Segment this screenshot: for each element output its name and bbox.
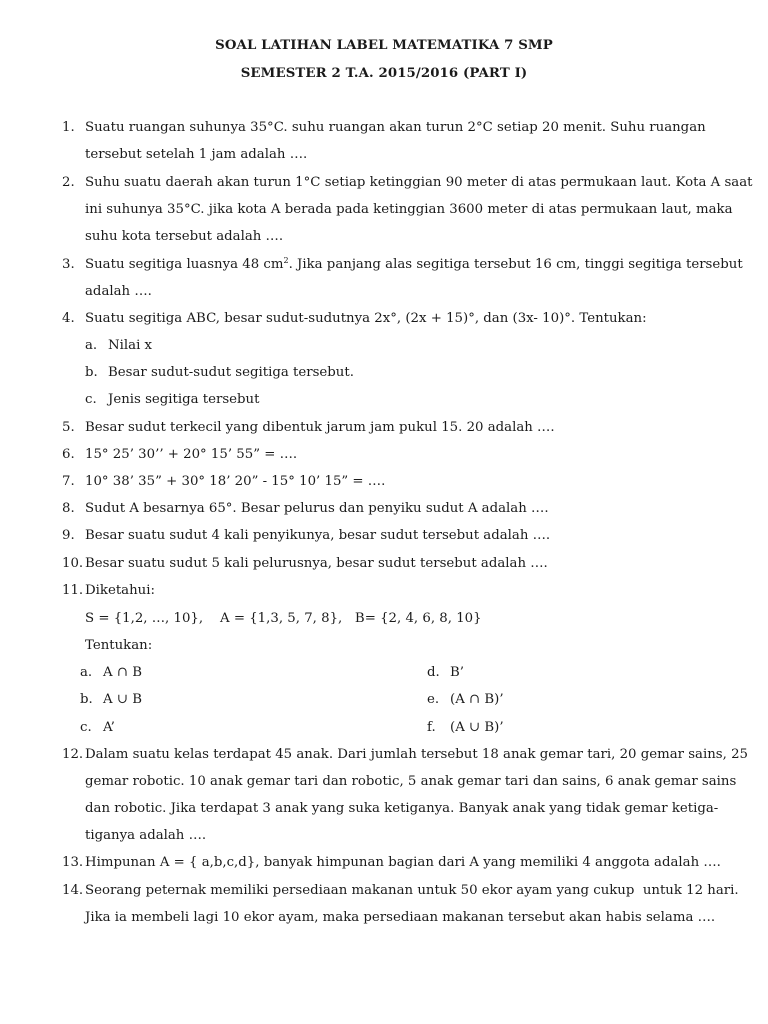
- question-number: 2.: [62, 175, 75, 190]
- question-text: Diketahui:: [85, 583, 155, 598]
- question-number: 3.: [62, 257, 75, 272]
- question-text: 15° 25’ 30’’ + 20° 15’ 55” = ….: [85, 447, 298, 462]
- sub-item-text: B’: [450, 665, 464, 680]
- question-number: 5.: [62, 420, 75, 435]
- question-text: Suhu suatu daerah akan turun 1°C setiap ketinggian 90 meter di atas permukaan laut. Kota A saat: [85, 175, 753, 190]
- question-text: Sudut A besarnya 65°. Besar pelurus dan penyiku sudut A adalah ….: [85, 501, 549, 516]
- question-number: 6.: [62, 447, 75, 462]
- question-text: Jika ia membeli lagi 10 ekor ayam, maka persediaan makanan tersebut akan habis selama ….: [85, 910, 716, 925]
- sub-item-label: a.: [80, 665, 93, 680]
- question-text: Besar suatu sudut 4 kali penyikunya, besar sudut tersebut adalah ….: [85, 528, 551, 543]
- sub-item-text: (A ∩ B)’: [450, 692, 504, 707]
- sub-item-label: f.: [427, 720, 436, 735]
- question-text: tiganya adalah ….: [85, 828, 207, 843]
- sub-item-text: (A ∪ B)’: [450, 720, 504, 735]
- question-text: Tentukan:: [85, 638, 153, 653]
- question-number: 11.: [62, 583, 84, 598]
- sub-item-label: c.: [85, 392, 97, 407]
- question-number: 4.: [62, 311, 75, 326]
- question-text: Himpunan A = { a,b,c,d}, banyak himpunan bagian dari A yang memiliki 4 anggota adalah ….: [85, 855, 721, 870]
- question-number: 9.: [62, 528, 75, 543]
- sub-item-label: d.: [427, 665, 440, 680]
- question-number: 10.: [62, 556, 84, 571]
- question-number: 14.: [62, 883, 84, 898]
- sub-item-text: A’: [103, 720, 115, 735]
- question-text: ini suhunya 35°C. jika kota A berada pada ketinggian 3600 meter di atas permukaan laut, maka: [85, 202, 733, 217]
- question-text: Besar sudut terkecil yang dibentuk jarum jam pukul 15. 20 adalah ….: [85, 420, 555, 435]
- question-number: 12.: [62, 747, 84, 762]
- question-text: adalah ….: [85, 284, 152, 299]
- question-number: 7.: [62, 474, 75, 489]
- question-text: Besar suatu sudut 5 kali pelurusnya, besar sudut tersebut adalah ….: [85, 556, 548, 571]
- sub-item-label: e.: [427, 692, 440, 707]
- question-text: 10° 38’ 35” + 30° 18’ 20” - 15° 10’ 15” = ….: [85, 474, 386, 489]
- sub-item-text: Nilai x: [108, 338, 153, 353]
- document-title-line-2: SEMESTER 2 T.A. 2015/2016 (PART I): [240, 66, 528, 81]
- document-title-line-1: SOAL LATIHAN LABEL MATEMATIKA 7 SMP: [215, 38, 553, 53]
- sub-item-label: c.: [80, 720, 92, 735]
- sub-item-text: A ∩ B: [103, 665, 142, 680]
- sub-item-text: Besar sudut-sudut segitiga tersebut.: [108, 365, 354, 380]
- question-text: Seorang peternak memiliki persediaan makanan untuk 50 ekor ayam yang cukup untuk 12 hari.: [85, 883, 739, 898]
- question-text: Suatu segitiga luasnya 48 $cm^2$. Jika panjang alas segitiga tersebut 16 cm, tinggi segitiga tersebut: [85, 256, 743, 272]
- question-text: suhu kota tersebut adalah ….: [85, 229, 284, 244]
- sub-item-label: b.: [80, 692, 93, 707]
- question-text: dan robotic. Jika terdapat 3 anak yang suka ketiganya. Banyak anak yang tidak gemar ketiga-: [85, 801, 719, 816]
- set-definitions: S = {1,2, …, 10}, A = {1,3, 5, 7, 8}, B= {2, 4, 6, 8, 10}: [85, 611, 482, 626]
- question-number: 13.: [62, 855, 84, 870]
- sub-item-text: A ∪ B: [103, 692, 142, 707]
- superscript: 2: [283, 256, 289, 265]
- question-text: Suatu segitiga ABC, besar sudut-sudutnya 2x°, (2x + 15)°, dan (3x- 10)°. Tentukan:: [85, 311, 647, 326]
- question-text: Suatu ruangan suhunya 35°C. suhu ruangan akan turun 2°C setiap 20 menit. Suhu ruangan: [85, 120, 706, 135]
- question-text: tersebut setelah 1 jam adalah ….: [85, 147, 308, 162]
- question-text: Dalam suatu kelas terdapat 45 anak. Dari jumlah tersebut 18 anak gemar tari, 20 gemar sains, 25: [85, 747, 748, 762]
- question-number: 8.: [62, 501, 75, 516]
- sub-item-text: Jenis segitiga tersebut: [108, 392, 260, 407]
- sub-item-label: b.: [85, 365, 98, 380]
- question-number: 1.: [62, 120, 75, 135]
- question-text: gemar robotic. 10 anak gemar tari dan robotic, 5 anak gemar tari dan sains, 6 anak gemar sains: [85, 774, 737, 789]
- sub-item-label: a.: [85, 338, 98, 353]
